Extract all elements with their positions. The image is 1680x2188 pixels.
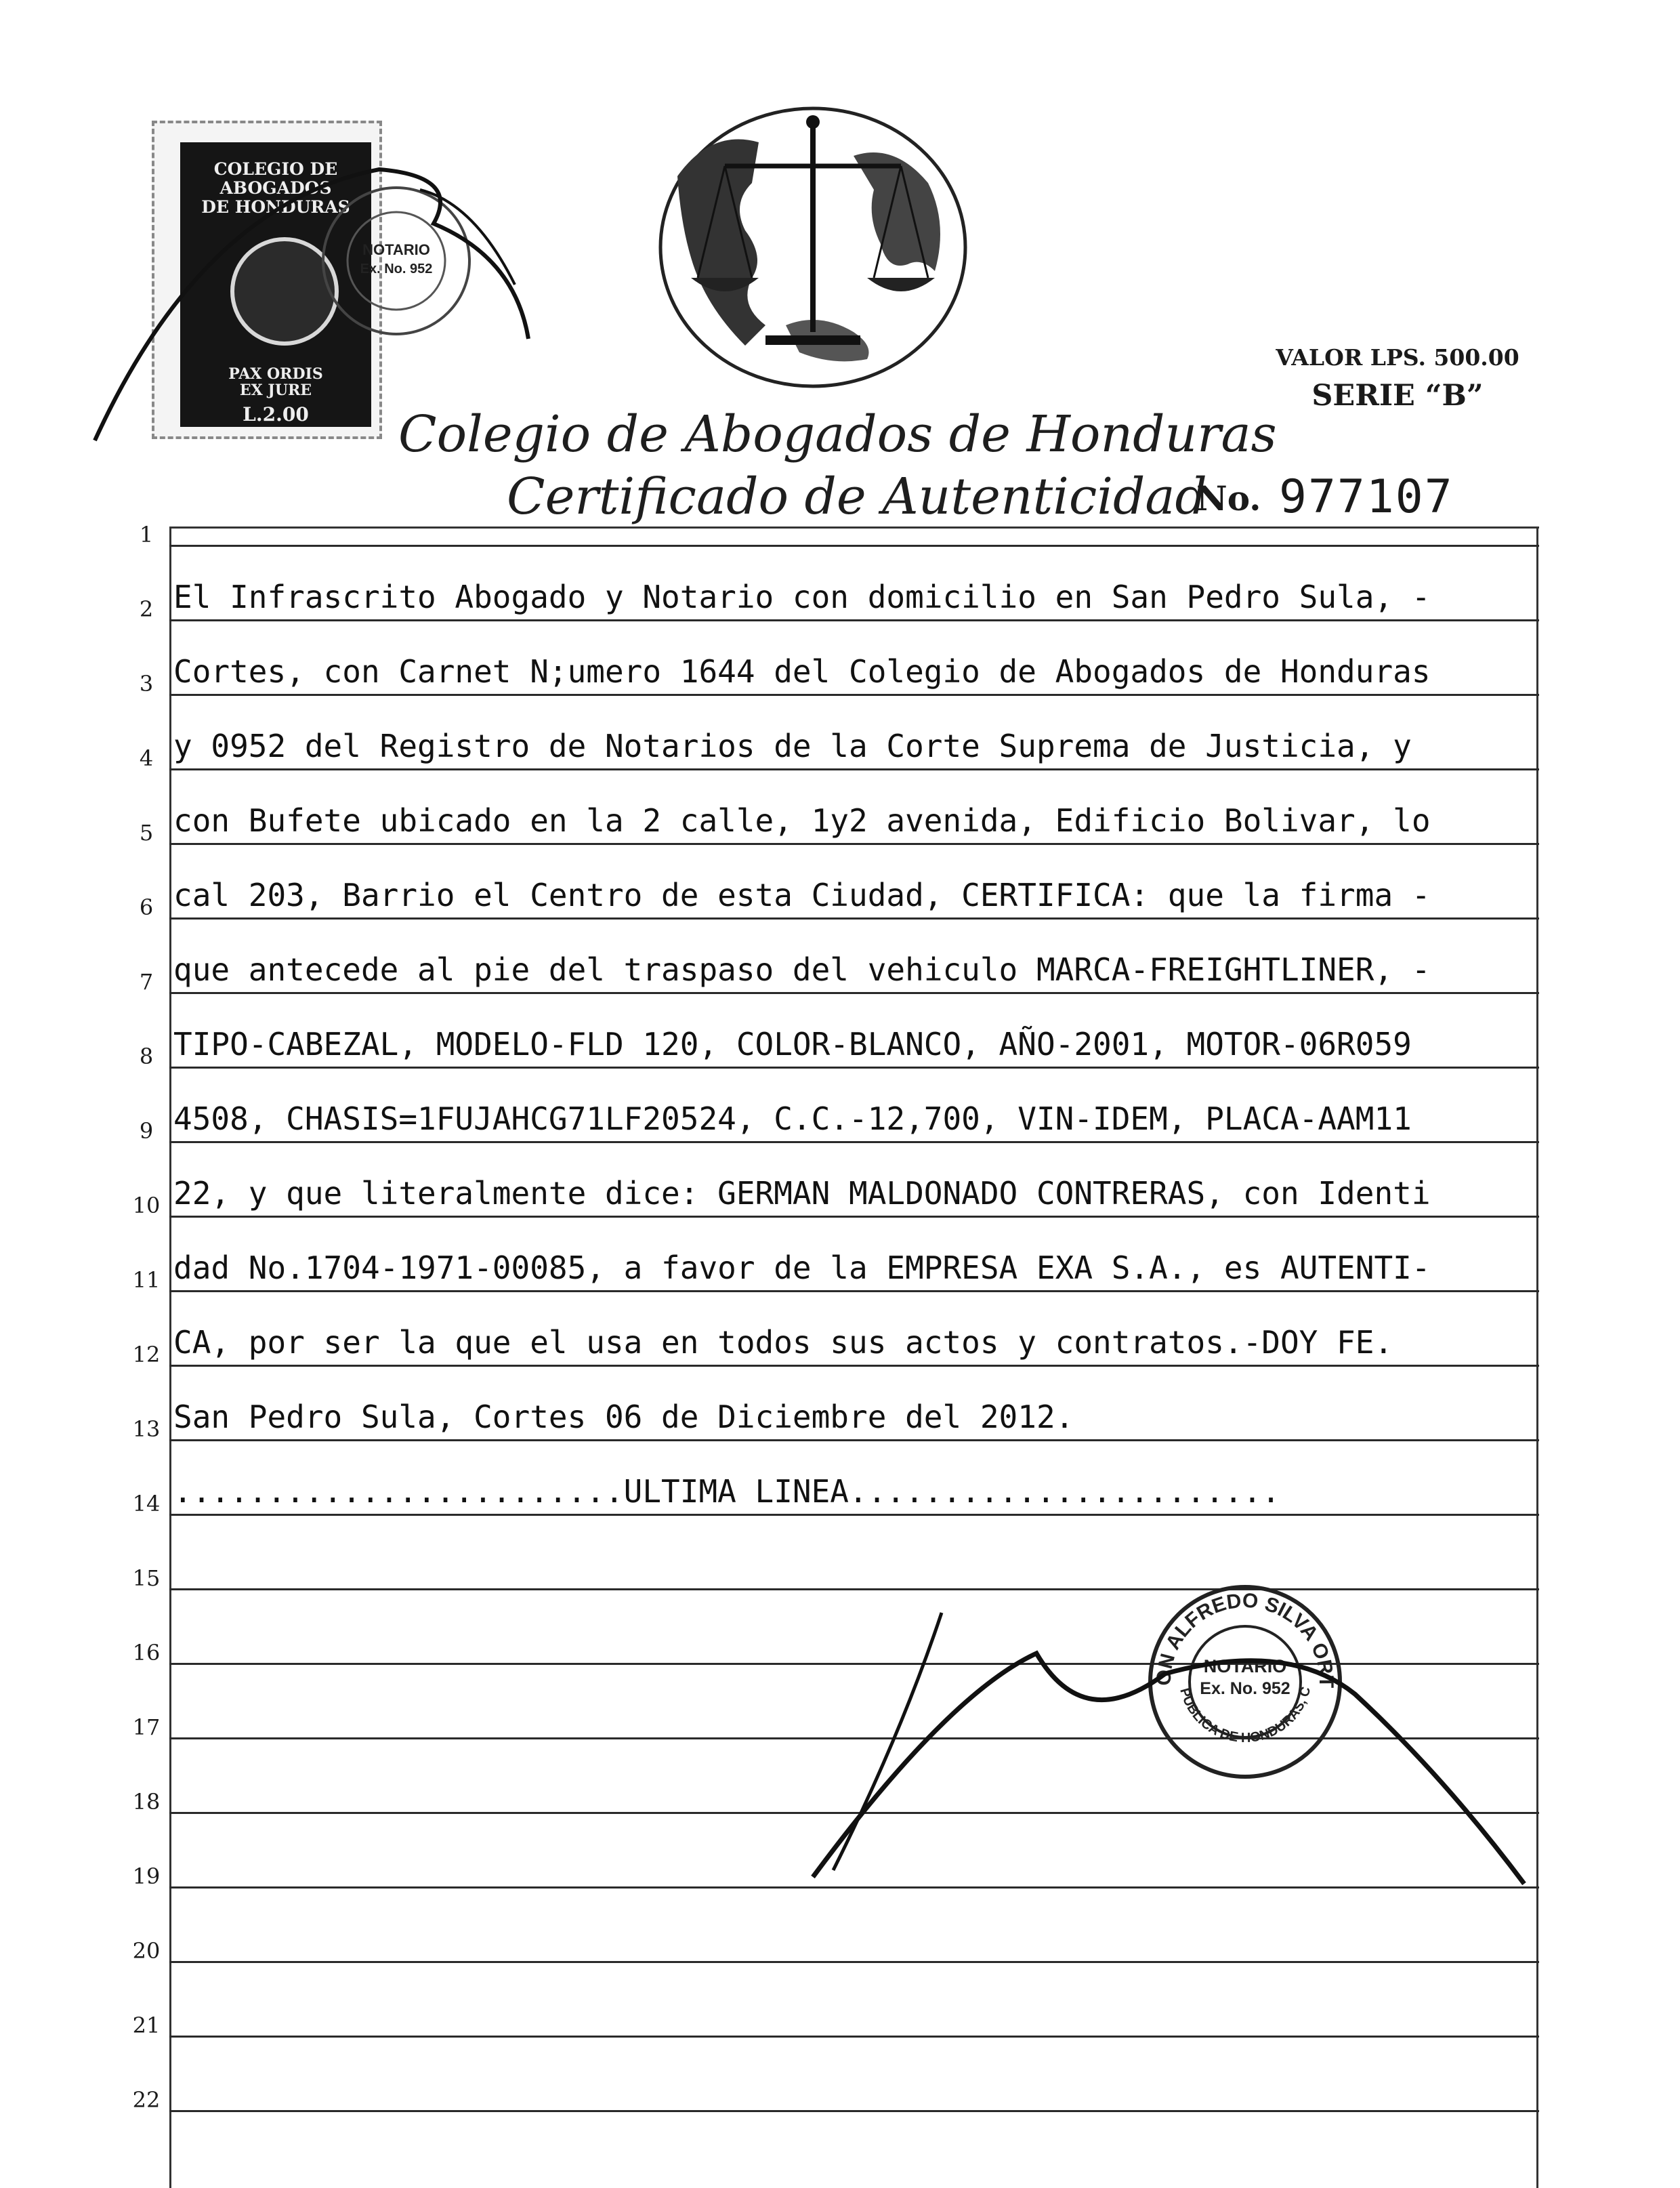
ruled-line <box>169 1141 1539 1143</box>
small-seal-number: Ex. No. 952 <box>360 262 433 276</box>
line-number: 16 <box>132 1640 161 1666</box>
notary-seal-number: Ex. No. 952 <box>1200 1679 1290 1698</box>
scales-globe-emblem <box>650 102 975 393</box>
small-seal-label: NOTARIO <box>362 241 430 258</box>
stamp-motto <box>180 366 371 398</box>
notary-seal <box>1143 1580 1347 1783</box>
notary-seal-label: NOTARIO <box>1203 1656 1287 1676</box>
certificate-line-text: El Infrascrito Abogado y Notario con domicilio en San Pedro Sula, - <box>173 579 1431 615</box>
line-number: 13 <box>132 1416 161 1442</box>
notary-seal-ring-bottom: PUBLICA DE HONDURAS, C <box>1177 1685 1314 1746</box>
line-number: 10 <box>132 1193 161 1218</box>
stamp-heading-line: COLEGIO DE <box>213 159 338 179</box>
page-title: Colegio de Abogados de Honduras <box>398 405 1277 463</box>
ruled-line <box>169 917 1539 920</box>
certificate-line-text: cal 203, Barrio el Centro de esta Ciudad, CERTIFICA: que la firma - <box>173 877 1431 913</box>
certificate-line-text: TIPO-CABEZAL, MODELO-FLD 120, COLOR-BLANCO, AÑO-2001, MOTOR-06R059 <box>173 1026 1412 1062</box>
certificate-line-text: 4508, CHASIS=1FUJAHCG71LF20524, C.C.-12,700, VIN-IDEM, PLACA-AAM11 <box>173 1100 1412 1137</box>
line-number: 12 <box>132 1342 161 1367</box>
ruled-line <box>169 1812 1539 1814</box>
line-number: 3 <box>139 671 154 697</box>
notary-seal-ring-top: ON ALFREDO SILVA ORT <box>1152 1589 1338 1689</box>
line-number: 5 <box>139 820 154 846</box>
ruled-line <box>169 1886 1539 1888</box>
line-number: 21 <box>132 2012 161 2038</box>
certificate-line-text: con Bufete ubicado en la 2 calle, 1y2 avenida, Edificio Bolivar, lo <box>173 802 1431 839</box>
certificate-line-text: y 0952 del Registro de Notarios de la Corte Suprema de Justicia, y <box>173 728 1412 764</box>
ruled-line <box>169 2036 1539 2038</box>
line-number: 8 <box>139 1044 154 1069</box>
certificate-value: VALOR LPS. 500.00 <box>1276 344 1519 371</box>
ruled-line <box>169 1067 1539 1069</box>
line-number: 2 <box>139 596 154 622</box>
scales-of-justice-icon <box>650 102 975 393</box>
ruled-line <box>169 1365 1539 1367</box>
line-number: 7 <box>139 969 154 995</box>
form-top-border <box>169 527 1539 529</box>
certificate-line-text: Cortes, con Carnet N;umero 1644 del Colegio de Abogados de Honduras <box>173 653 1431 690</box>
certificate-line-text: ........................ULTIMA LINEA....................... <box>173 1473 1280 1510</box>
certificate-line-text: 22, y que literalmente dice: GERMAN MALDONADO CONTRERAS, con Identi <box>173 1175 1431 1212</box>
line-number: 22 <box>132 2087 161 2113</box>
line-number: 11 <box>132 1267 161 1293</box>
certificate-number-label: No. <box>1196 478 1261 518</box>
stamp-heading-line: ABOGADOS <box>219 178 332 198</box>
small-notary-seal <box>318 183 474 339</box>
ruled-line <box>169 2110 1539 2112</box>
line-number: 9 <box>139 1118 154 1144</box>
line-number: 17 <box>132 1714 161 1740</box>
stamp-value: L.2.00 <box>243 403 309 426</box>
stamp-motto-line: PAX ORDIS <box>228 365 323 383</box>
certificate-line-text: que antecede al pie del traspaso del vehiculo MARCA-FREIGHTLINER, - <box>173 951 1431 988</box>
ruled-line <box>169 1216 1539 1218</box>
ruled-line <box>169 992 1539 994</box>
ruled-line <box>169 1961 1539 1963</box>
ruled-line <box>169 1514 1539 1516</box>
line-number: 20 <box>132 1938 161 1964</box>
small-seal-rings-icon <box>318 183 474 339</box>
ruled-line <box>169 1290 1539 1292</box>
line-number: 6 <box>139 894 154 920</box>
ruled-line <box>169 768 1539 770</box>
ruled-line <box>169 545 1539 547</box>
ruled-line <box>169 619 1539 621</box>
line-number: 14 <box>132 1491 161 1516</box>
ruled-line <box>169 843 1539 845</box>
line-number: 1 <box>139 522 154 548</box>
stamp-heading-line: DE HONDURAS <box>201 197 350 217</box>
ruled-line <box>169 694 1539 696</box>
form-right-border <box>1536 527 1538 2188</box>
page-subtitle: Certificado de Autenticidad <box>507 468 1207 526</box>
form-left-border <box>169 527 171 2188</box>
ruled-line <box>169 1439 1539 1441</box>
certificate-line-text: CA, por ser la que el usa en todos sus actos y contratos.-DOY FE. <box>173 1324 1393 1361</box>
stamp-motto-line: EX JURE <box>239 381 312 399</box>
certificate-number: 977107 <box>1279 470 1454 524</box>
line-number: 15 <box>132 1565 161 1591</box>
line-number: 4 <box>139 745 154 771</box>
certificate-series: SERIE “B” <box>1311 379 1484 413</box>
certificate-line-text: San Pedro Sula, Cortes 06 de Diciembre del 2012. <box>173 1399 1074 1435</box>
line-number: 18 <box>132 1789 161 1815</box>
certificate-line-text: dad No.1704-1971-00085, a favor de la EMPRESA EXA S.A., es AUTENTI- <box>173 1250 1431 1286</box>
line-number: 19 <box>132 1863 161 1889</box>
value-series-block <box>1259 344 1536 413</box>
